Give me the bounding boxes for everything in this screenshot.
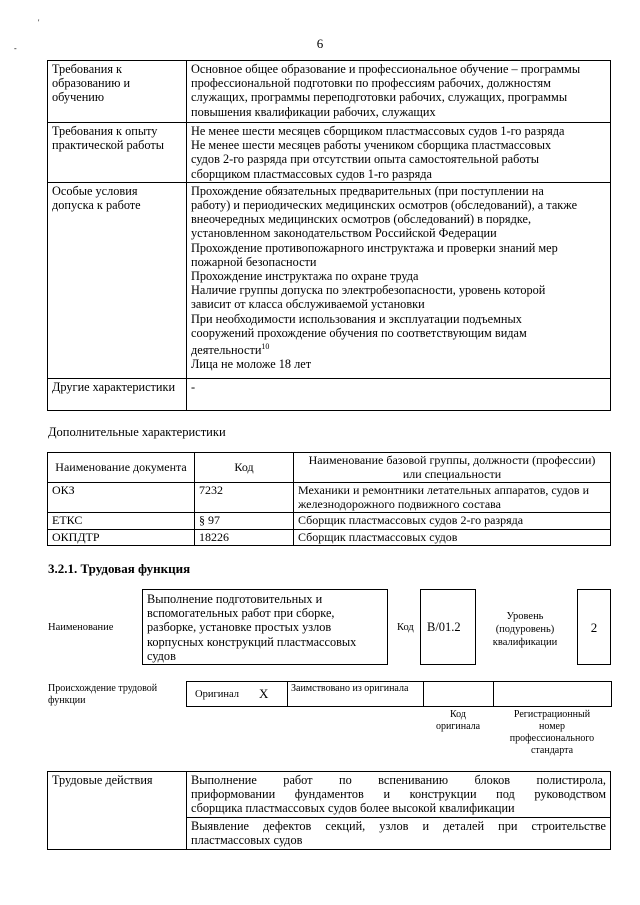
text-line: Прохождение инструктажа по охране труда — [191, 269, 419, 284]
doc-cell: ОКПДТР — [48, 529, 195, 546]
table-row — [48, 483, 611, 513]
code-label: Код — [397, 622, 414, 633]
text-line: установленном законодательством Российской Федерации — [191, 226, 497, 241]
table-row — [48, 529, 611, 546]
divider — [287, 682, 288, 706]
row-label: Требования к образованию и обучению — [48, 61, 187, 123]
text-line: При необходимости использования и эксплуатации подъемных — [191, 311, 522, 326]
text-line: Выполнение работ по вспениванию блоков полистирола, — [191, 773, 606, 787]
footnote-ref: 10 — [261, 342, 270, 352]
table-row — [48, 378, 611, 410]
original-mark: X — [259, 686, 269, 701]
borrowed-label: Заимствовано из оригинала — [291, 683, 409, 694]
code-cell: § 97 — [195, 513, 294, 530]
text-line: внеочередных медицинских осмотров (обследований) в порядке, — [191, 212, 532, 227]
text-line: профессиональной подготовки по профессиям рабочих, должностям — [191, 76, 551, 91]
row-label: Требования к опыту практической работы — [48, 123, 187, 183]
doc-cell: ЕТКС — [48, 513, 195, 530]
code-caption: Код оригинала — [435, 709, 481, 732]
divider — [493, 682, 494, 706]
labor-actions-table — [47, 771, 611, 850]
reg-caption: Регистрационный номер профессионального стандарта — [509, 709, 595, 756]
section-title: 3.2.1. Трудовая функция — [48, 561, 191, 576]
text-line: судов — [147, 648, 176, 663]
text-line: работу) и периодических медицинских осмотров (обследований), а также — [191, 198, 578, 213]
text-line: вспомогательных работ при сборке, — [147, 606, 335, 621]
text-line: Наличие группы допуска по электробезопасности, уровень которой — [191, 283, 546, 298]
table-header-row — [48, 453, 611, 483]
text-line: сооружений прохождение обучения по соответствующим видам — [191, 325, 527, 340]
text-line: пожарной безопасности — [191, 254, 317, 269]
original-label: Оригинал — [195, 689, 239, 700]
requirements-table — [47, 60, 611, 411]
column-header: Наименование базовой группы, должности (профессии) или специальности — [294, 453, 611, 483]
function-name-box — [142, 589, 388, 665]
row-label: Другие характеристики — [48, 378, 187, 410]
row-content — [187, 123, 611, 183]
text-line: разборке, установке простых узлов — [147, 620, 332, 635]
text-line: сборщиком пластмассовых судов 1-го разряда — [191, 166, 432, 181]
text-line: Прохождение обязательных предварительных (при поступлении на — [191, 183, 544, 198]
origin-row — [186, 681, 612, 707]
text-line: зависит от класса обслуживаемой установки — [191, 297, 425, 312]
action-cell — [187, 772, 611, 818]
table-row — [48, 123, 611, 183]
additional-table — [47, 452, 611, 546]
text-line: сборщика пластмассовых судов более высокой квалификации — [191, 801, 515, 816]
text-line: судов 2-го разряда при отсутствии опыта самостоятельной работы — [191, 152, 539, 167]
text-line: Основное общее образование и профессиональное обучение – программы — [191, 62, 581, 76]
text-line: пластмассовых судов — [191, 833, 303, 848]
text-line: приформовании фундаментов и конструкции под руководством — [191, 787, 606, 802]
level-value-box: 2 — [577, 589, 611, 665]
row-label: Трудовые действия — [48, 772, 187, 850]
scan-mark: - — [14, 44, 17, 53]
text-line: Не менее шести месяцев работы учеником сборщика пластмассовых — [191, 138, 552, 153]
origin-label: Происхождение трудовой функции — [48, 683, 158, 706]
name-cell: Сборщик пластмассовых судов 2-го разряда — [294, 513, 611, 530]
column-header: Наименование документа — [48, 453, 195, 483]
row-label: Особые условия допуска к работе — [48, 182, 187, 378]
action-cell — [187, 818, 611, 850]
text-line: повышения квалификации рабочих, служащих — [191, 104, 436, 119]
level-label: Уровень (подуровень) квалификации — [492, 611, 558, 648]
page-number: 6 — [316, 36, 324, 51]
table-row — [48, 61, 611, 123]
text-line: Лица не моложе 18 лет — [191, 357, 312, 372]
text-line: корпусных конструкций пластмассовых — [147, 634, 357, 649]
code-cell: 18226 — [195, 529, 294, 546]
divider — [423, 682, 424, 706]
name-label: Наименование — [48, 622, 114, 633]
text-line: Выполнение подготовительных и — [147, 592, 323, 606]
table-row — [48, 513, 611, 530]
row-content — [187, 61, 611, 123]
text-line: служащих, программы переподготовки рабочих, служащих, программы — [191, 90, 568, 105]
text-line — [191, 340, 606, 357]
scan-mark: ' — [38, 18, 40, 27]
column-header: Код — [195, 453, 294, 483]
row-content — [187, 182, 611, 378]
table-row — [48, 182, 611, 378]
row-content: - — [187, 378, 611, 410]
text-line: Не менее шести месяцев сборщиком пластмассовых судов 1-го разряда — [191, 124, 565, 138]
additional-title: Дополнительные характеристики — [48, 425, 226, 439]
text-line: Выявление дефектов секций, узлов и деталей при строительстве — [191, 819, 606, 833]
code-value-box: В/01.2 — [420, 589, 476, 665]
name-cell: Механики и ремонтники летательных аппаратов, судов и железнодорожного подвижного состава — [294, 483, 611, 513]
doc-cell: ОКЗ — [48, 483, 195, 513]
code-cell: 7232 — [195, 483, 294, 513]
text-line: Прохождение противопожарного инструктажа и проверки знаний мер — [191, 240, 558, 255]
name-cell: Сборщик пластмассовых судов — [294, 529, 611, 546]
text-line-part: деятельности — [191, 343, 262, 358]
table-row — [48, 772, 611, 818]
